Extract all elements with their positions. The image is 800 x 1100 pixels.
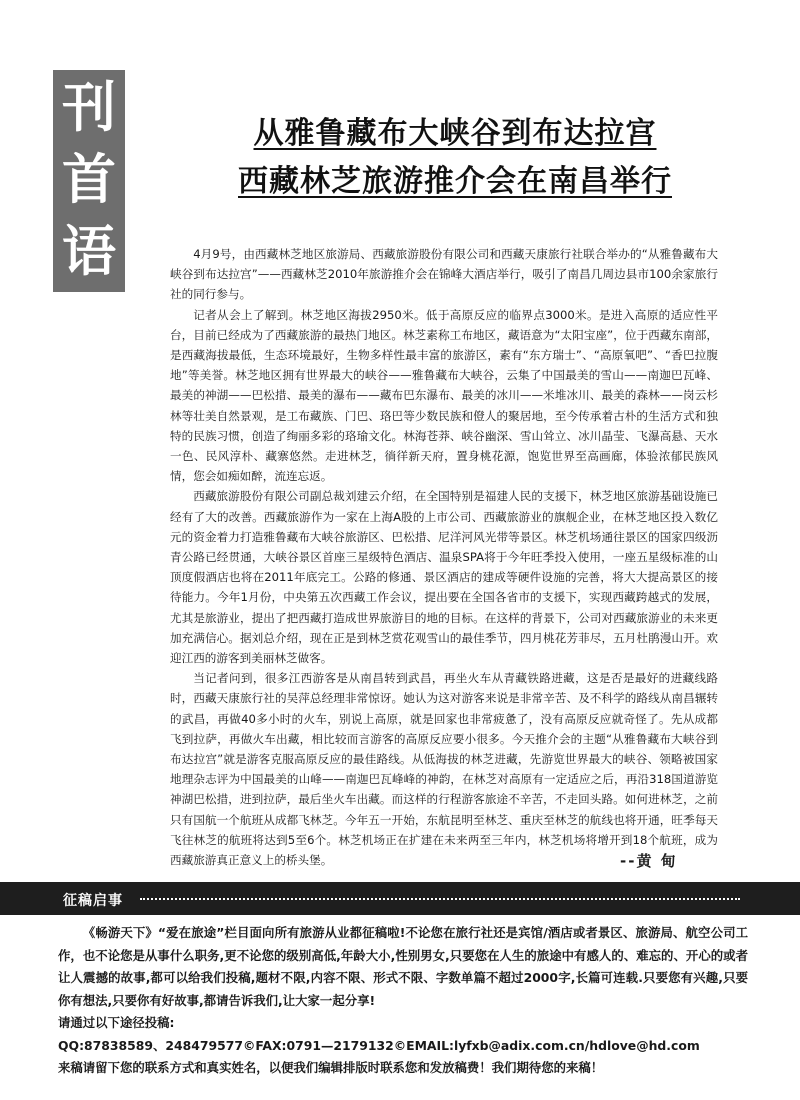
author-byline: --黄 甸 xyxy=(620,852,678,870)
notice-header-bar xyxy=(0,882,800,915)
notice-title: 征稿启事 xyxy=(63,893,123,909)
headline-line-2: 西藏林芝旅游推介会在南昌举行 xyxy=(238,164,672,199)
article-paragraph: 4月9号，由西藏林芝地区旅游局、西藏旅游股份有限公司和西藏天康旅行社联合举办的“从雅鲁藏布大峡谷到布达拉宫”——西藏林芝2010年旅游推介会在锦峰大酒店举行，吸引了南昌几周边县市100余家旅行社的同行参与。 xyxy=(170,247,718,302)
article-body xyxy=(170,244,718,870)
side-tab-char: 语 xyxy=(62,219,116,283)
notice-channels-label: 请通过以下途径投稿: xyxy=(58,1015,175,1030)
side-tab-char: 首 xyxy=(62,147,116,211)
notice-body: 《畅游天下》“爱在旅途”栏目面向所有旅游从业都征稿啦!不论您在旅行社还是宾馆/酒店或者景区、旅游局、航空公司工作，也不论您是从事什么职务,更不论您的级别高低,年龄大小,性别男女,只要您在人生的旅途中有感人的、难忘的、开心的或者让人震撼的故事,都可以给我们投稿,题材不限,内容不限、形式不限、字数单篇不超过2000字,长篇可连载.只要您有兴趣,只要你有想法,只要你有好故事,都请告诉我们,让大家一起分享! xyxy=(58,925,748,1008)
call-for-submissions xyxy=(58,922,748,1080)
side-tab-char: 刊 xyxy=(62,75,116,139)
dotted-divider xyxy=(140,898,740,900)
article-paragraph: 记者从会上了解到。林芝地区海拔2950米。低于高原反应的临界点3000米。是进入高原的适应性平台，目前已经成为了西藏旅游的最热门地区。林芝素称工布地区，藏语意为“太阳宝座”，位于西藏东南部，是西藏海拔最低，生态环境最好，生物多样性最丰富的旅游区，素有“东方瑞士”、“高原氧吧”、“香巴拉腹地”等美誉。林芝地区拥有世界最大的峡谷——雅鲁藏布大峡谷，云集了中国最美的雪山——南迦巴瓦峰、最美的神湖——巴松措、最美的瀑布——藏布巴东瀑布、最美的冰川——米堆冰川、最美的森林——岗云杉林等壮美自然景观，是工布藏族、门巴、珞巴等少数民族和僜人的聚居地，至今传承着古朴的生活方式和独特的民族习惯，创造了绚丽多彩的珞瑜文化。林海苍莽、峡谷幽深、雪山耸立、冰川晶莹、飞瀑高悬、天水一色、民风淳朴、藏寨悠然。走进林芝，徜徉新天府，置身桃花源，饱览世界至高画廊，体验浓郁民族风情，您会如痴如醉，流连忘返。 xyxy=(170,307,718,484)
notice-closing: 来稿请留下您的联系方式和真实姓名，以便我们编辑排版时联系您和发放稿费！我们期待您的来稿！ xyxy=(58,1060,604,1075)
article-paragraph: 西藏旅游股份有限公司副总裁刘建云介绍，在全国特别是福建人民的支援下，林芝地区旅游基础设施已经有了大的改善。西藏旅游作为一家在上海A股的上市公司、西藏旅游业的旗舰企业，在林芝地区投入数亿元的资金着力打造雅鲁藏布大峡谷旅游区、巴松措、尼洋河风光带等景区。林芝机场通往景区的国家四级沥青公路已经贯通，大峡谷景区首座三星级特色酒店、温泉SPA将于今年旺季投入使用，一座五星级标准的山顶度假酒店也将在2011年底完工。公路的修通、景区酒店的建成等硬件设施的完善，将大大提高景区的接待能力。今年1月份，中央第五次西藏工作会议，提出要在全国各省市的支援下，实现西藏跨越式的发展，尤其是旅游业，提出了把西藏打造成世界旅游目的地的目标。在这样的背景下，公司对西藏旅游业的未来更加充满信心。据刘总介绍，现在正是到林芝赏花观雪山的最佳季节，四月桃花芳菲尽，五月杜鹃漫山开。欢迎江西的游客到美丽林芝做客。 xyxy=(170,489,718,666)
article-paragraph: 当记者问到，很多江西游客是从南昌转到武昌，再坐火车从青藏铁路进藏，这是否是最好的进藏线路时，西藏天康旅行社的吴萍总经理非常惊讶。她认为这对游客来说是非常辛苦、及不科学的路线从南昌辗转的武昌，再做40多小时的火车，别说上高原，就是回家也非常疲惫了，没有高原反应就奇怪了。先从成都飞到拉萨，再做火车出藏，相比较而言游客的高原反应要小很多。今天推介会的主题“从雅鲁藏布大峡谷到布达拉宫”就是游客克服高原反应的最佳路线。从低海拔的林芝进藏，先游览世界最大的峡谷、领略被国家地理杂志评为中国最美的山峰——南迦巴瓦峰峰的神韵，在林芝对高原有一定适应之后，再沿318国道游览神湖巴松措，进到拉萨，最后坐火车出藏。而这样的行程游客旅途不辛苦，不走回头路。如何进林芝，之前只有国航一个航班从成都飞林芝。今年五一开始，东航昆明至林芝、重庆至林芝的航线也将开通，旺季每天飞往林芝的航班将达到5至6个。林芝机场正在扩建在未来两至三年内，林芝机场将增开到18个航班，成为西藏旅游真正意义上的桥头堡。 xyxy=(170,671,718,868)
headline-line-1: 从雅鲁藏布大峡谷到布达拉宫 xyxy=(253,116,657,151)
side-tab xyxy=(53,70,125,292)
notice-contact: QQ:87838589、248479577©FAX:0791—2179132©EMAIL:lyfxb@adix.com.cn/hdlove@hd.com xyxy=(58,1037,700,1053)
